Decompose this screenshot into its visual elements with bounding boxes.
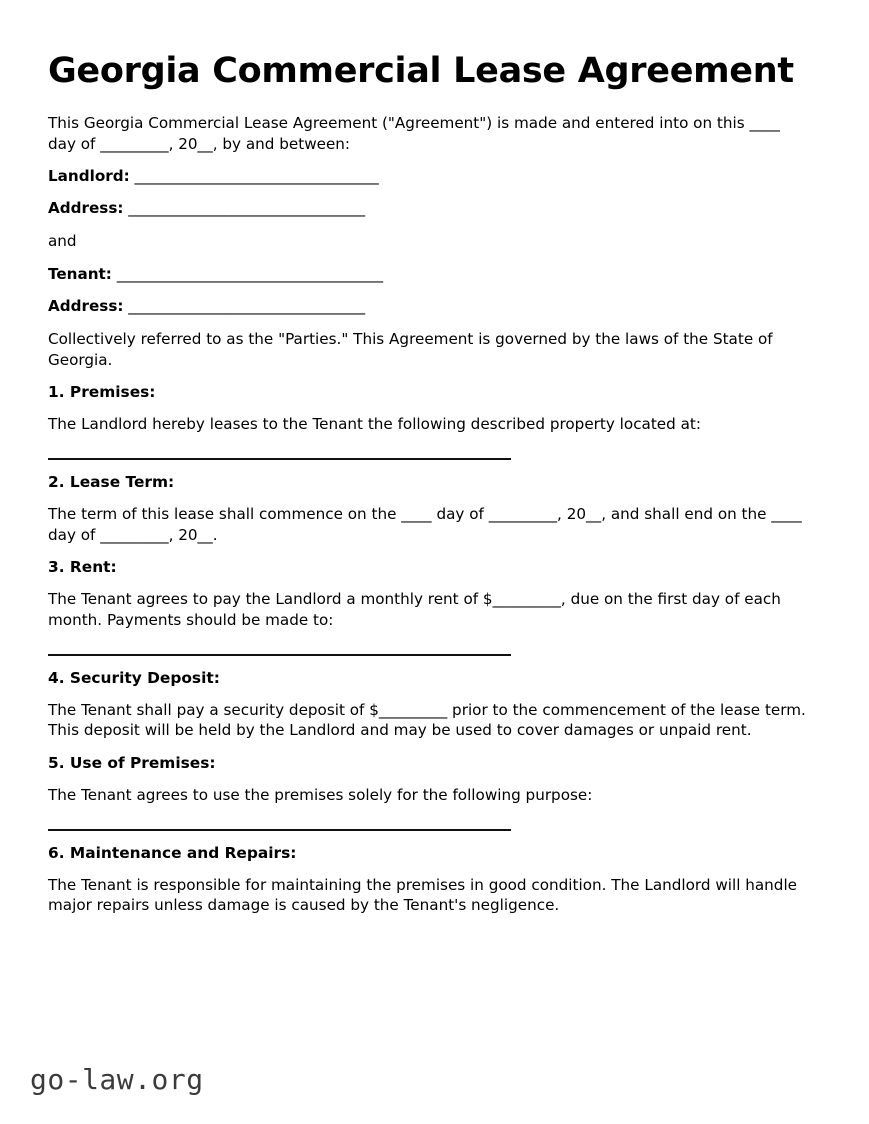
tenant-address-label: Address:: [48, 297, 124, 316]
section-heading-maintenance: 6. Maintenance and Repairs:: [48, 843, 297, 862]
section-body-premises: The Landlord hereby leases to the Tenant the following described property located at:: [48, 415, 701, 434]
premises-blank-rule[interactable]: [48, 458, 511, 460]
section-heading-rent: 3. Rent:: [48, 558, 117, 577]
landlord-field-row: [48, 166, 821, 187]
tenant-address-field-row: [48, 296, 821, 317]
section-body-security-deposit: The Tenant shall pay a security deposit of $_________ prior to the commencement of the lease term. This deposit will be held by the Landlord and may be used to cover damages or unpaid rent.: [48, 700, 806, 740]
parties-conjunction: and: [48, 231, 77, 250]
landlord-label: Landlord:: [48, 166, 130, 185]
section-body-rent: The Tenant agrees to pay the Landlord a monthly rent of $_________, due on the first day of each month. Payments should be made to:: [48, 590, 781, 629]
tenant-blank-line[interactable]: ____________________________________: [116, 264, 383, 283]
use-of-premises-blank-rule[interactable]: [48, 829, 511, 831]
section-heading-use-of-premises: 5. Use of Premises:: [48, 754, 216, 772]
landlord-address-field-row: [48, 198, 821, 219]
landlord-blank-line[interactable]: _________________________________: [134, 166, 379, 185]
rent-payee-blank-rule[interactable]: [48, 654, 511, 656]
section-body-maintenance: The Tenant is responsible for maintaining the premises in good condition. The Landlord will handle major repairs unless damage is caused by the Tenant's negligence.: [48, 875, 798, 915]
governing-law-paragraph: Collectively referred to as the "Parties." This Agreement is governed by the laws of the State of Georgia.: [48, 329, 773, 369]
site-watermark: go-law.org: [30, 1063, 204, 1096]
section-heading-security-deposit: 4. Security Deposit:: [48, 668, 220, 687]
tenant-address-blank-line[interactable]: ________________________________: [128, 297, 365, 316]
tenant-label: Tenant:: [48, 264, 112, 283]
section-heading-premises: 1. Premises:: [48, 383, 156, 402]
section-body-use-of-premises: The Tenant agrees to use the premises solely for the following purpose:: [48, 786, 593, 805]
landlord-address-blank-line[interactable]: ________________________________: [128, 199, 365, 218]
section-heading-lease-term: 2. Lease Term:: [48, 472, 175, 491]
page-title: Georgia Commercial Lease Agreement: [48, 51, 794, 91]
tenant-field-row: [48, 264, 821, 285]
landlord-address-label: Address:: [48, 199, 124, 218]
section-body-lease-term: The term of this lease shall commence on the ____ day of _________, 20__, and shall end on the ____ day of _________, 20__.: [48, 504, 802, 544]
intro-paragraph: This Georgia Commercial Lease Agreement ("Agreement") is made and entered into on this ____ day of _________, 20__, by and between:: [48, 114, 780, 153]
